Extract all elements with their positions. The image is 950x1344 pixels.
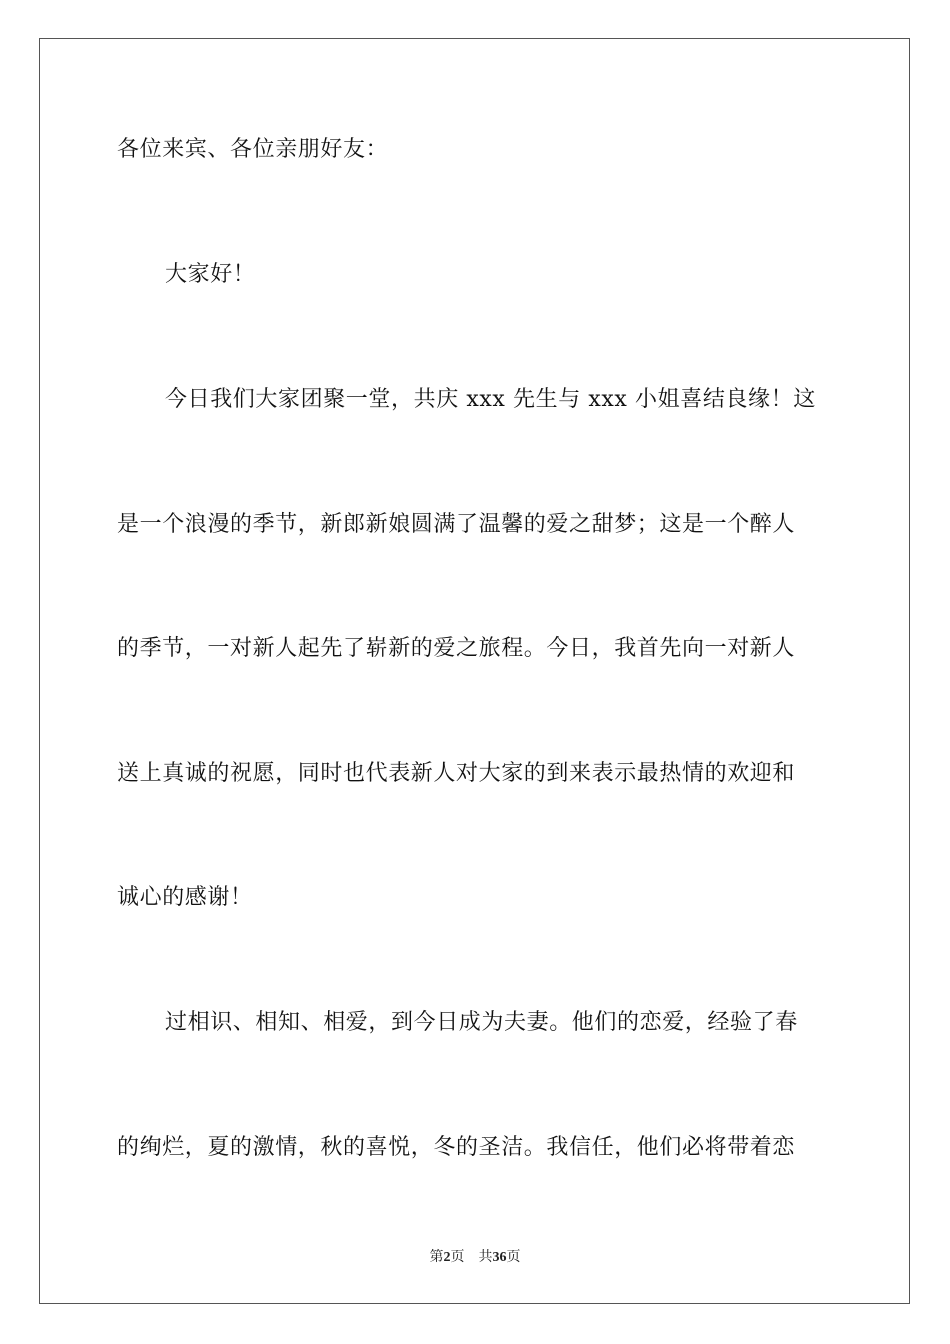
- footer-page-suffix: 页: [450, 1249, 465, 1265]
- greeting-line: 大家好！: [165, 262, 256, 287]
- paragraph-1-line-3: 的季节，一对新人起先了崭新的爱之旅程。今日，我首先向一对新人: [117, 636, 796, 661]
- footer-total-pages: 36: [492, 1250, 507, 1265]
- paragraph-2-line-1: 过相识、相知、相爱，到今日成为夫妻。他们的恋爱，经验了春: [165, 1010, 798, 1035]
- page-border: [39, 38, 910, 1304]
- footer-total-prefix: 共: [478, 1249, 493, 1265]
- salutation-line: 各位来宾、各位亲朋好友：: [117, 137, 389, 162]
- paragraph-1-line-4: 送上真诚的祝愿，同时也代表新人对大家的到来表示最热情的欢迎和: [117, 761, 796, 786]
- paragraph-2-line-2: 的绚烂，夏的激情，秋的喜悦，冬的圣洁。我信任，他们必将带着恋: [117, 1135, 796, 1160]
- footer-total-suffix: 页: [506, 1249, 521, 1265]
- paragraph-1-line-2: 是一个浪漫的季节，新郎新娘圆满了温馨的爱之甜梦；这是一个醉人: [117, 512, 796, 537]
- page-footer: [0, 1248, 950, 1267]
- paragraph-1-line-5: 诚心的感谢！: [117, 885, 253, 910]
- footer-page-prefix: 第: [429, 1249, 444, 1265]
- paragraph-1-line-1: 今日我们大家团聚一堂，共庆 xxx 先生与 xxx 小姐喜结良缘！这: [165, 387, 816, 412]
- footer-page-number: 2: [443, 1250, 451, 1265]
